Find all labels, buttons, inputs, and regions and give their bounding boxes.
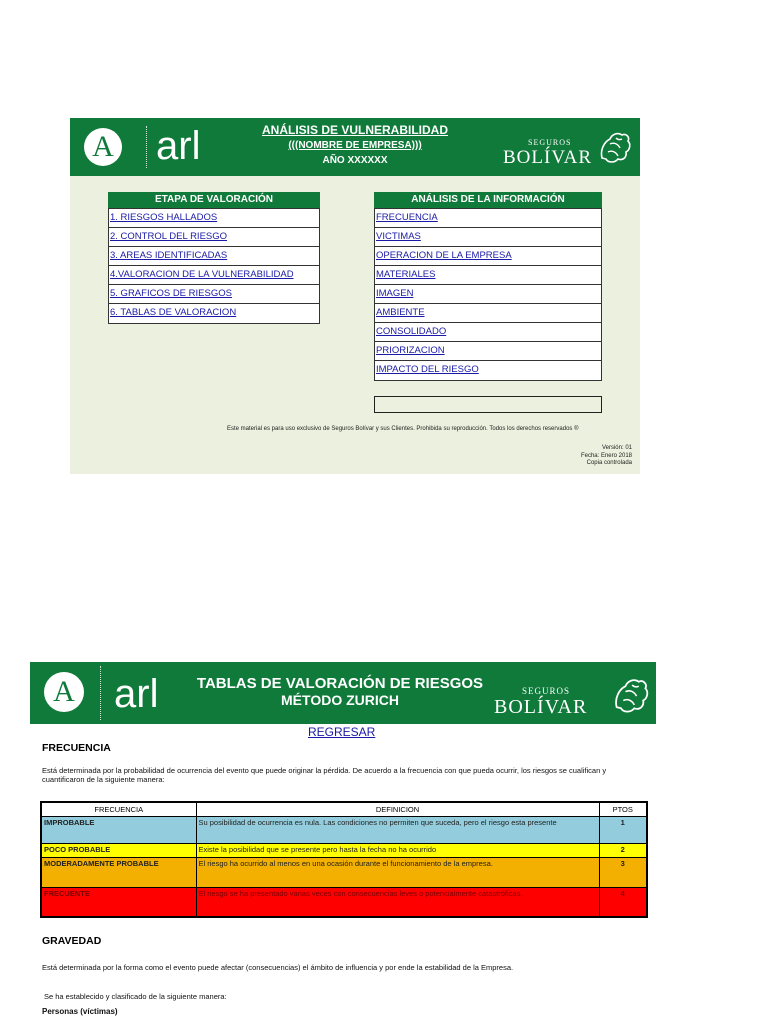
valuation-stage-link[interactable]: 4.VALORACION DE LA VULNERABILIDAD <box>109 266 319 285</box>
info-analysis-link[interactable]: FRECUENCIA <box>375 209 601 228</box>
version-info <box>581 445 632 468</box>
table-row <box>41 857 647 887</box>
year-label: AÑO XXXXXX <box>322 155 388 166</box>
table-row <box>41 816 647 843</box>
info-analysis-list <box>374 208 602 381</box>
frequency-table <box>40 801 648 918</box>
info-analysis-link[interactable]: IMPACTO DEL RIESGO <box>376 364 479 375</box>
version-label: Versión: 01 <box>601 445 632 451</box>
frequency-heading: FRECUENCIA <box>42 742 111 754</box>
seguros-label: SEGUROS <box>528 138 572 147</box>
definition-cell: Su posibilidad de ocurrencia es nula. Las condiciones no permiten que suceda, pero el riesgo esta presente <box>196 816 599 843</box>
info-analysis-link[interactable]: AMBIENTE <box>375 304 601 323</box>
frequency-level-cell: POCO PROBABLE <box>41 843 196 857</box>
severity-description: Está determinada por la forma como el evento puede afectar (consecuencias) el ámbito de influencia y por ende la estabilidad de la Empresa. <box>42 963 514 972</box>
company-name: (((NOMBRE DE EMPRESA))) <box>288 140 422 151</box>
zurich-subtitle: MÉTODO ZURICH <box>281 692 399 708</box>
header-banner <box>70 118 640 176</box>
definition-cell: El riesgo se ha presentado varias veces con consecuencias leves o potencialmente catastróficas. <box>196 887 599 917</box>
zurich-header-banner <box>30 662 656 724</box>
vulnerability-panel <box>70 118 640 474</box>
valuation-stage-list <box>108 208 320 324</box>
valuation-stage-link[interactable]: 2. CONTROL DEL RIESGO <box>109 228 319 247</box>
points-cell: 3 <box>599 857 647 887</box>
page-title: ANÁLISIS DE VULNERABILIDAD <box>261 123 448 137</box>
table-row <box>41 843 647 857</box>
frequency-level-cell: MODERADAMENTE PROBABLE <box>41 857 196 887</box>
bolivar-label: BOLÍVAR <box>503 147 592 168</box>
valuation-stage-link[interactable]: 3. AREAS IDENTIFICADAS <box>109 247 319 266</box>
col-header-points: PTOS <box>599 802 647 816</box>
valuation-stage-link[interactable]: 6. TABLAS DE VALORACION <box>110 307 237 318</box>
info-analysis-link[interactable]: CONSOLIDADO <box>375 323 601 342</box>
arl-logo-icon: A <box>84 128 122 166</box>
bolivar-horse-icon <box>596 128 634 166</box>
bolivar-horse-icon <box>610 674 652 716</box>
definition-cell: Existe la posibilidad que se presente pero hasta la fecha no ha ocurrido <box>196 843 599 857</box>
info-analysis-link[interactable]: IMAGEN <box>375 285 601 304</box>
classification-note: Se ha establecido y clasificado de la siguiente manera: <box>44 992 227 1001</box>
back-link[interactable]: REGRESAR <box>308 725 376 739</box>
date-label: Fecha: Enero 2018 <box>580 452 632 459</box>
empty-input-box <box>374 396 602 413</box>
valuation-stage-header: ETAPA DE VALORACIÓN <box>108 192 320 208</box>
valuation-stage-link[interactable]: 5. GRAFICOS DE RIESGOS <box>109 285 319 304</box>
zurich-title: TABLAS DE VALORACIÓN DE RIESGOS <box>196 675 484 692</box>
copy-label: Copia controlada <box>586 460 632 466</box>
table-header-row <box>41 802 647 816</box>
zurich-title-block <box>190 675 490 709</box>
valuation-stage-link[interactable]: 1. RIESGOS HALLADOS <box>109 209 319 228</box>
bolivar-label: BOLÍVAR <box>494 696 588 718</box>
arl-logo-text: arl <box>114 672 159 716</box>
info-analysis-link[interactable]: VICTIMAS <box>375 228 601 247</box>
frequency-level-cell: IMPROBABLE <box>41 816 196 843</box>
title-block <box>235 123 475 168</box>
arl-logo-icon: A <box>44 672 84 712</box>
frequency-level-cell: FRECUENTE <box>41 887 196 917</box>
points-cell: 2 <box>599 843 647 857</box>
points-cell: 4 <box>599 887 647 917</box>
arl-logo-text: arl <box>156 124 201 168</box>
table-row <box>41 887 647 917</box>
col-header-frequency: FRECUENCIA <box>41 802 196 816</box>
info-analysis-header: ANÁLISIS DE LA INFORMACIÓN <box>374 192 602 208</box>
info-analysis-link[interactable]: OPERACION DE LA EMPRESA <box>375 247 601 266</box>
frequency-description: Está determinada por la probabilidad de ocurrencia del evento que puede originar la pérdida. De acuerdo a la frecuencia con que pueda ocurrir, los riesgos se cualifican y cuantificaron de la siguiente manera: <box>42 766 607 784</box>
col-header-definition: DEFINICION <box>196 802 599 816</box>
info-analysis-link[interactable]: PRIORIZACION <box>375 342 601 361</box>
logo-divider <box>100 666 101 720</box>
definition-cell: El riesgo ha ocurrido al menos en una ocasión durante el funcionamiento de la empresa. <box>196 857 599 887</box>
severity-heading: GRAVEDAD <box>42 935 102 947</box>
points-cell: 1 <box>599 816 647 843</box>
logo-divider <box>146 126 147 168</box>
info-analysis-link[interactable]: MATERIALES <box>375 266 601 285</box>
disclaimer-text: Este material es para uso exclusivo de Seguros Bolívar y sus Clientes. Prohibida su reproducción. Todos los derechos reservados ® <box>227 426 579 432</box>
seguros-label: SEGUROS <box>522 686 571 696</box>
persons-label: Personas (víctimas) <box>42 1007 118 1016</box>
